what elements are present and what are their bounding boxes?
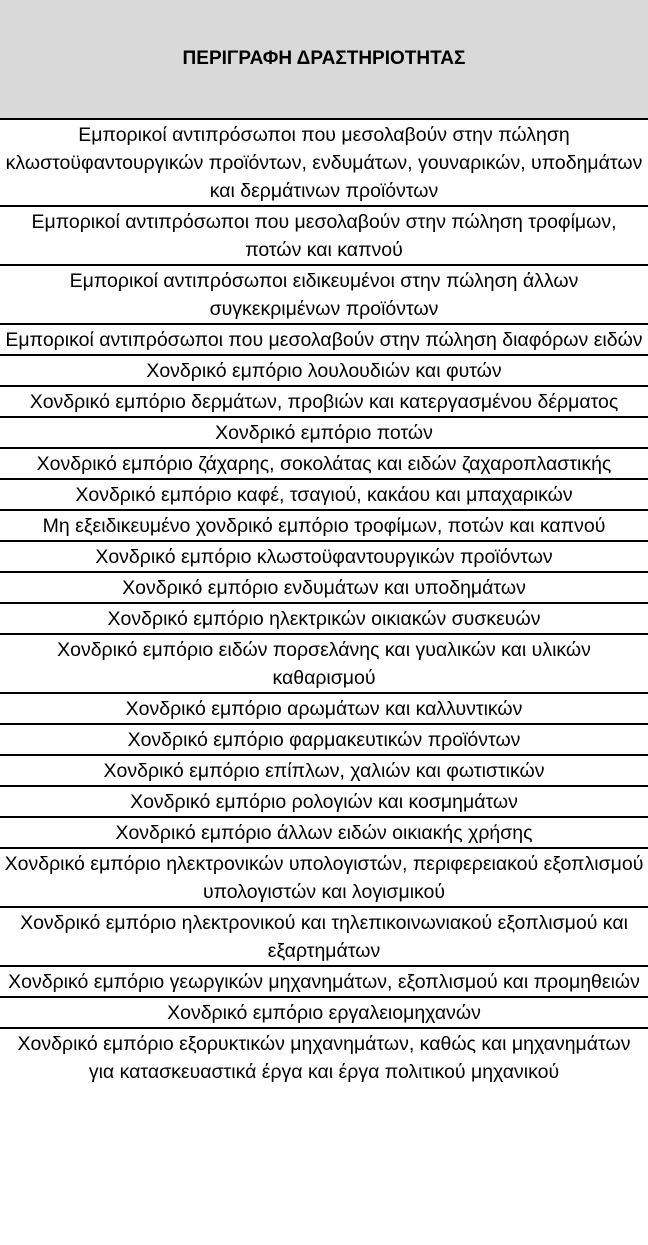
activity-description: Χονδρικό εμπόριο εργαλειομηχανών <box>0 997 648 1028</box>
activity-description: Χονδρικό εμπόριο φαρμακευτικών προϊόντων <box>0 724 648 755</box>
activity-description: Εμπορικοί αντιπρόσωποι που μεσολαβούν στην πώληση τροφίμων, ποτών και καπνού <box>0 206 648 265</box>
table-row <box>0 119 648 206</box>
table-row <box>0 997 648 1028</box>
activity-description: Χονδρικό εμπόριο εξορυκτικών μηχανημάτων, καθώς και μηχανημάτων για κατασκευαστικά έργα και έργα πολιτικού μηχανικού <box>17 1033 631 1083</box>
table-row <box>0 603 648 634</box>
activity-description: Εμπορικοί αντιπρόσωποι που μεσολαβούν στην πώληση διαφόρων ειδών <box>0 324 648 355</box>
activity-description: Χονδρικό εμπόριο ζάχαρης, σοκολάτας και ειδών ζαχαροπλαστικής <box>0 448 648 479</box>
activity-description: Χονδρικό εμπόριο αρωμάτων και καλλυντικών <box>0 693 648 724</box>
table-row <box>0 386 648 417</box>
activity-description: Χονδρικό εμπόριο ηλεκτρονικού και τηλεπικοινωνιακού εξοπλισμού και εξαρτημάτων <box>0 907 648 966</box>
header-row <box>0 0 648 119</box>
table-row <box>0 355 648 386</box>
table-row <box>0 572 648 603</box>
activity-description: Χονδρικό εμπόριο δερμάτων, προβιών και κατεργασμένου δέρματος <box>0 386 648 417</box>
table-row <box>0 966 648 997</box>
table-row <box>0 541 648 572</box>
table-row <box>0 479 648 510</box>
table-row <box>0 206 648 265</box>
activity-description: Μη εξειδικευμένο χονδρικό εμπόριο τροφίμων, ποτών και καπνού <box>0 510 648 541</box>
column-header-activity-description: ΠΕΡΙΓΡΑΦΗ ΔΡΑΣΤΗΡΙΟΤΗΤΑΣ <box>0 0 648 119</box>
activity-description: Χονδρικό εμπόριο ηλεκτρικών οικιακών συσκευών <box>0 603 648 634</box>
table-row <box>0 265 648 324</box>
table-row <box>0 417 648 448</box>
table-row <box>0 817 648 848</box>
table-row <box>0 510 648 541</box>
activity-description: Χονδρικό εμπόριο ηλεκτρονικών υπολογιστών, περιφερειακού εξοπλισμού υπολογιστών και λογισμικού <box>0 848 648 907</box>
activity-description: Εμπορικοί αντιπρόσωποι ειδικευμένοι στην πώληση άλλων συγκεκριμένων προϊόντων <box>0 265 648 324</box>
activity-description: Εμπορικοί αντιπρόσωποι που μεσολαβούν στην πώληση κλωστοϋφαντουργικών προϊόντων, ενδυμάτων, γουναρικών, υποδημάτων και δερμάτινων προϊόντων <box>0 119 648 206</box>
table-row <box>0 634 648 693</box>
table-row <box>0 448 648 479</box>
activity-description: Χονδρικό εμπόριο ρολογιών και κοσμημάτων <box>0 786 648 817</box>
activity-description: Χονδρικό εμπόριο άλλων ειδών οικιακής χρήσης <box>0 817 648 848</box>
table-row <box>0 848 648 907</box>
table-row <box>0 907 648 966</box>
activity-description: Χονδρικό εμπόριο γεωργικών μηχανημάτων, εξοπλισμού και προμηθειών <box>0 966 648 997</box>
activity-description: Χονδρικό εμπόριο ενδυμάτων και υποδημάτων <box>0 572 648 603</box>
activity-description: Χονδρικό εμπόριο κλωστοϋφαντουργικών προϊόντων <box>0 541 648 572</box>
activity-description: Χονδρικό εμπόριο καφέ, τσαγιού, κακάου και μπαχαρικών <box>0 479 648 510</box>
activity-description: Χονδρικό εμπόριο επίπλων, χαλιών και φωτιστικών <box>0 755 648 786</box>
activity-description: Χονδρικό εμπόριο λουλουδιών και φυτών <box>0 355 648 386</box>
table-row <box>0 755 648 786</box>
table-row <box>0 724 648 755</box>
table-row <box>0 1028 648 1086</box>
table-row <box>0 693 648 724</box>
activity-description: Χονδρικό εμπόριο ειδών πορσελάνης και γυαλικών και υλικών καθαρισμού <box>0 634 648 693</box>
activity-description: Χονδρικό εμπόριο ποτών <box>0 417 648 448</box>
table-row <box>0 786 648 817</box>
table-row <box>0 324 648 355</box>
